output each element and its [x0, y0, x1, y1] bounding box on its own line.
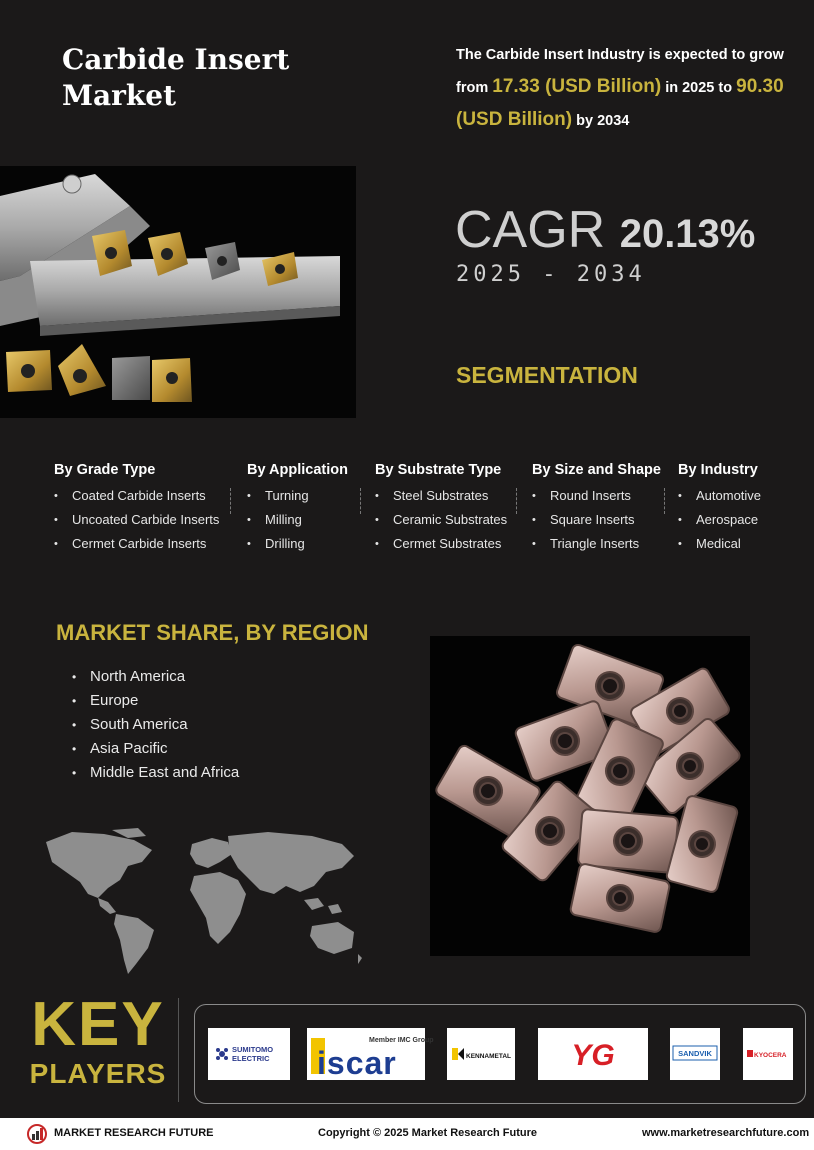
segment-divider	[664, 488, 665, 514]
segment-item: • Turning	[247, 484, 348, 508]
region-item: • South America	[72, 713, 239, 737]
segment-item: • Aerospace	[678, 508, 761, 532]
segment-item: • Ceramic Substrates	[375, 508, 507, 532]
segment-column-grade	[54, 462, 219, 556]
segment-column-industry	[678, 462, 761, 556]
kyocera-logo	[743, 1028, 793, 1080]
segment-item: • Steel Substrates	[375, 484, 507, 508]
key-title: KEY	[31, 990, 165, 1059]
key-players-divider	[178, 998, 179, 1102]
segment-item: • Cermet Substrates	[375, 532, 507, 556]
segment-divider	[360, 488, 361, 514]
segment-item: • Milling	[247, 508, 348, 532]
segment-item: • Uncoated Carbide Inserts	[54, 508, 219, 532]
segment-heading: By Size and Shape	[532, 462, 661, 478]
segment-item: • Round Inserts	[532, 484, 661, 508]
cagr-figure	[455, 200, 755, 264]
region-item: • Asia Pacific	[72, 737, 239, 761]
region-list	[72, 665, 239, 785]
footer-copyright: Copyright © 2025 Market Research Future	[318, 1127, 538, 1139]
market-share-title: MARKET SHARE, BY REGION	[56, 620, 369, 645]
sumitomo-line1: SUMITOMO	[232, 1045, 274, 1054]
segment-column-size-shape	[532, 462, 661, 556]
kyocera-wordmark: KYOCERA	[754, 1052, 787, 1059]
sumitomo-electric-logo	[208, 1028, 290, 1080]
iscar-tagline: Member IMC Group	[369, 1037, 434, 1044]
segment-item: • Cermet Carbide Inserts	[54, 532, 219, 556]
segment-item: • Drilling	[247, 532, 348, 556]
kennametal-wordmark: KENNAMETAL	[466, 1053, 512, 1060]
sandvik-wordmark: SANDVIK	[678, 1049, 712, 1058]
cagr-label: CAGR	[455, 201, 606, 259]
key-players-heading	[28, 992, 168, 1090]
segment-divider	[516, 488, 517, 514]
sumitomo-line2: ELECTRIC	[232, 1054, 270, 1063]
segment-column-application	[247, 462, 348, 556]
kennametal-logo	[447, 1028, 515, 1080]
footer-brand: MARKET RESEARCH FUTURE	[54, 1127, 214, 1139]
region-item: • Europe	[72, 689, 239, 713]
footer	[0, 1118, 814, 1150]
segment-item: • Automotive	[678, 484, 761, 508]
region-item: • North America	[72, 665, 239, 689]
iscar-wordmark: iscar	[317, 1045, 397, 1081]
segment-heading: By Substrate Type	[375, 462, 502, 478]
tool-holder-photo	[0, 166, 356, 418]
iscar-logo	[307, 1028, 434, 1081]
segment-divider	[230, 488, 231, 514]
cagr-value: 20.13%	[619, 212, 756, 256]
world-map-icon	[42, 828, 362, 978]
players-title: PLAYERS	[29, 1058, 167, 1089]
mrf-logo-icon	[26, 1123, 50, 1145]
end-value: 90.30 (USD Billion)	[456, 76, 784, 130]
yg1-logo	[538, 1028, 648, 1080]
segmentation-title: SEGMENTATION	[456, 362, 638, 388]
segment-item: • Triangle Inserts	[532, 532, 661, 556]
yg1-wordmark: YG	[571, 1039, 615, 1072]
segment-column-substrate	[375, 462, 507, 556]
page-title: Carbide Insert Market	[62, 43, 290, 112]
segmentation-table	[40, 462, 800, 562]
intro-text-2: in 2025 to	[661, 80, 737, 96]
segment-item: • Coated Carbide Inserts	[54, 484, 219, 508]
segment-heading: By Industry	[678, 462, 758, 478]
start-value: 17.33 (USD Billion)	[492, 76, 662, 97]
intro-text-3: by 2034	[572, 113, 630, 129]
footer-website-link[interactable]: www.marketresearchfuture.com	[642, 1127, 810, 1139]
segment-heading: By Grade Type	[54, 462, 156, 478]
segment-heading: By Application	[247, 462, 348, 478]
carbide-inserts-photo	[430, 636, 750, 956]
intro-text-1: The Carbide Insert Industry is expected to grow from	[456, 47, 784, 96]
market-forecast-intro	[456, 40, 786, 137]
sandvik-logo	[670, 1028, 720, 1080]
segment-item: • Medical	[678, 532, 761, 556]
cagr-years: 2025 - 2034	[456, 262, 646, 287]
segment-item: • Square Inserts	[532, 508, 661, 532]
region-item: • Middle East and Africa	[72, 761, 239, 785]
